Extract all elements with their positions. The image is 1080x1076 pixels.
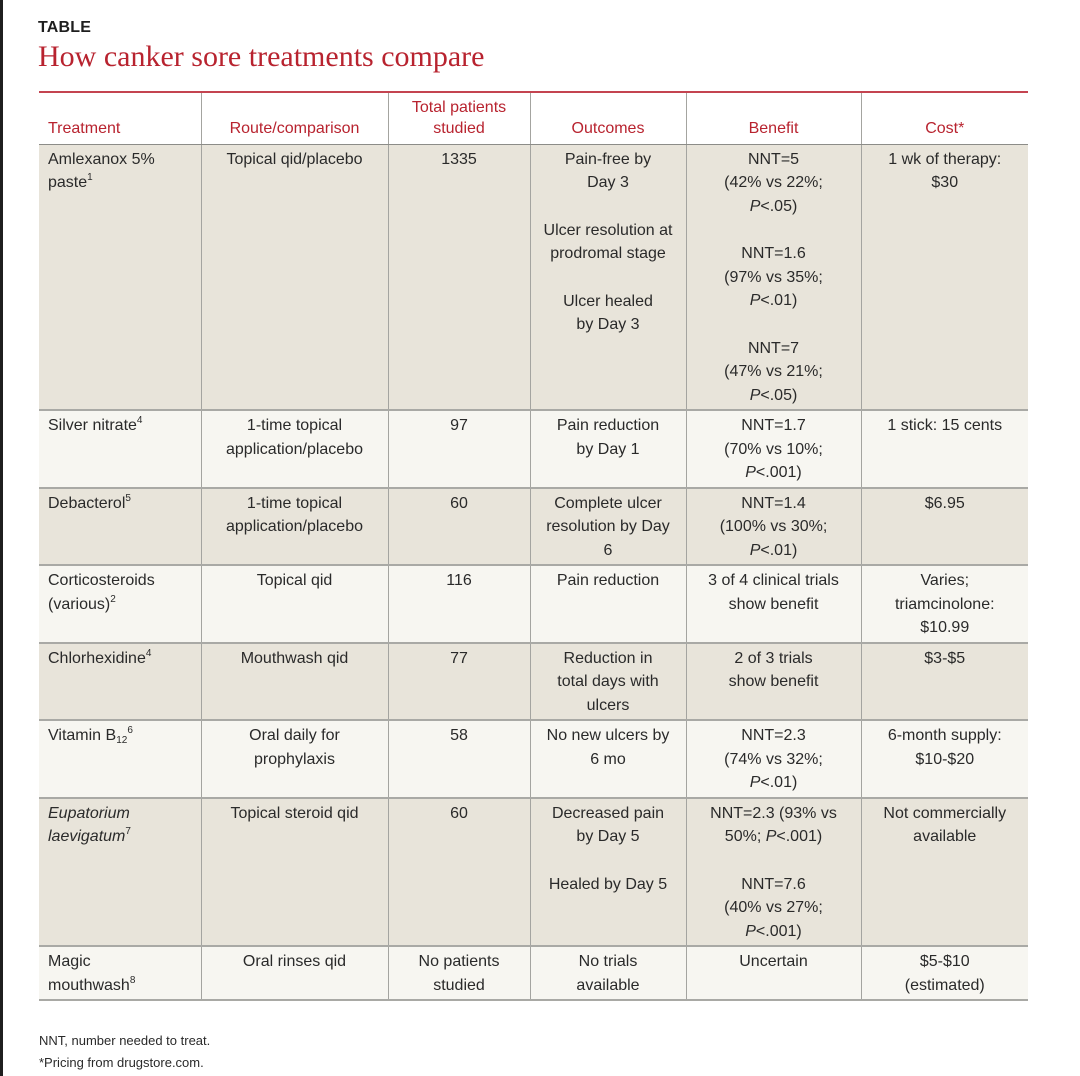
p-symbol: P xyxy=(749,197,761,215)
benefit-nnt: NNT=1.4 xyxy=(741,494,806,512)
treatment-name: Debacterol xyxy=(48,494,126,512)
footnote-pricing: *Pricing from drugstore.com. xyxy=(39,1055,204,1070)
table-row-eupatorium xyxy=(39,798,1028,947)
benefit-pvalue xyxy=(693,539,855,563)
benefit-pvalue xyxy=(693,920,855,944)
p-value: <.001) xyxy=(776,828,823,845)
patients-cell: 60 xyxy=(388,488,530,566)
benefit-detail: (97% vs 35%; xyxy=(724,268,823,286)
outcomes-cell: No new ulcers by 6 mo xyxy=(530,720,686,798)
benefit-detail: (100% vs 30%; xyxy=(719,518,828,535)
p-symbol: P xyxy=(745,464,756,481)
outcome-item: Ulcer resolution at prodromal stage xyxy=(543,221,673,262)
patients-cell: 58 xyxy=(388,720,530,798)
cost-cell: Not commercially available xyxy=(861,798,1028,947)
benefit-item xyxy=(693,242,855,313)
table-row-magic-mouthwash xyxy=(39,946,1028,1000)
treatment-cell xyxy=(39,946,201,1000)
benefit-cell xyxy=(686,410,861,488)
treatment-name: Vitamin B xyxy=(48,727,117,744)
reference-number: 6 xyxy=(127,725,133,736)
cost-cell: Varies; triamcinolone: $10.99 xyxy=(861,565,1028,643)
table-footnotes xyxy=(39,1030,210,1074)
benefit-cell xyxy=(686,488,861,566)
benefit-pvalue xyxy=(693,461,855,485)
treatment-name: Amlexanox 5% paste xyxy=(48,150,155,191)
reference-number: 4 xyxy=(136,415,143,426)
treatment-cell xyxy=(39,720,201,798)
treatment-comparison-table xyxy=(39,91,1028,1001)
outcomes-cell xyxy=(530,144,686,410)
benefit-cell xyxy=(686,798,861,947)
outcome-item: Ulcer healed by Day 3 xyxy=(563,292,653,333)
table-row-amlexanox xyxy=(39,144,1028,410)
reference-number: 1 xyxy=(87,172,93,183)
treatment-cell xyxy=(39,410,201,488)
outcome-item: Pain-free by Day 3 xyxy=(564,150,652,191)
p-symbol: P xyxy=(745,922,756,940)
cost-cell: 1 stick: 15 cents xyxy=(861,410,1028,488)
reference-number: 2 xyxy=(110,593,116,605)
p-symbol: P xyxy=(749,386,761,404)
patients-cell: 1335 xyxy=(388,144,530,410)
p-value: <.01) xyxy=(760,292,798,309)
benefit-nnt: NNT=1.7 xyxy=(741,417,806,434)
benefit-pvalue xyxy=(693,771,855,795)
route-cell: Mouthwash qid xyxy=(201,643,388,721)
benefit-cell: 3 of 4 clinical trials show benefit xyxy=(686,565,861,643)
table-label: TABLE xyxy=(38,19,92,36)
p-symbol: P xyxy=(749,541,761,559)
p-symbol: P xyxy=(749,774,761,791)
benefit-cell xyxy=(686,720,861,798)
outcomes-cell: Complete ulcer resolution by Day 6 xyxy=(530,488,686,566)
benefit-nnt: NNT=7 xyxy=(747,339,800,357)
benefit-item xyxy=(693,873,855,944)
patients-cell: 77 xyxy=(388,643,530,721)
benefit-cell xyxy=(686,144,861,410)
treatment-cell xyxy=(39,144,201,410)
reference-number: 7 xyxy=(125,826,131,837)
table-row-vitamin-b12 xyxy=(39,720,1028,798)
table-row-debacterol xyxy=(39,488,1028,566)
cost-cell: $5-$10 (estimated) xyxy=(861,946,1028,1000)
cost-cell: $6.95 xyxy=(861,488,1028,566)
benefit-item xyxy=(693,337,855,408)
benefit-cell: 2 of 3 trials show benefit xyxy=(686,643,861,721)
benefit-pvalue xyxy=(693,384,855,408)
table-title: How canker sore treatments compare xyxy=(38,40,485,73)
outcomes-cell: Reduction in total days with ulcers xyxy=(530,643,686,721)
benefit-pvalue xyxy=(693,289,855,313)
patients-cell: 97 xyxy=(388,410,530,488)
route-cell: Topical qid/placebo xyxy=(201,144,388,410)
benefit-nnt: NNT=2.3 xyxy=(741,727,806,744)
treatment-cell xyxy=(39,488,201,566)
p-value: <.05) xyxy=(760,197,798,215)
treatment-cell xyxy=(39,565,201,643)
treatment-name: Corticosteroids (various) xyxy=(48,572,155,613)
outcome-item: Decreased pain by Day 5 xyxy=(551,804,665,845)
treatment-name: Chlorhexidine xyxy=(48,649,146,667)
header-outcomes: Outcomes xyxy=(530,92,686,144)
header-treatment: Treatment xyxy=(39,92,201,144)
route-cell: 1-time topical application/placebo xyxy=(201,488,388,566)
treatment-name: Magic mouthwash xyxy=(48,953,130,994)
header-route: Route/comparison xyxy=(201,92,388,144)
benefit-detail: (47% vs 21%; xyxy=(724,363,823,380)
reference-number: 4 xyxy=(145,647,152,659)
header-patients xyxy=(388,92,530,144)
table-row-corticosteroids xyxy=(39,565,1028,643)
benefit-detail: (74% vs 32%; xyxy=(724,750,823,768)
outcomes-cell: No trials available xyxy=(530,946,686,1000)
p-value: <.001) xyxy=(755,922,802,940)
route-cell: Topical steroid qid xyxy=(201,798,388,947)
treatment-name: Silver nitrate xyxy=(48,417,137,434)
cost-cell: 1 wk of therapy: $30 xyxy=(861,144,1028,410)
cost-cell: $3-$5 xyxy=(861,643,1028,721)
outcome-item: Healed by Day 5 xyxy=(548,875,668,893)
treatment-cell xyxy=(39,643,201,721)
comparison-table-container xyxy=(39,91,1028,1001)
benefit-pvalue xyxy=(693,195,855,219)
benefit-text: NNT=2.3 (93% vs 50%; xyxy=(710,804,837,845)
reference-number: 5 xyxy=(125,492,131,504)
benefit-nnt: NNT=7.6 xyxy=(741,875,806,893)
p-value: <.01) xyxy=(760,774,798,791)
p-value: <.05) xyxy=(760,386,798,404)
route-cell: 1-time topical application/placebo xyxy=(201,410,388,488)
benefit-nnt: NNT=5 xyxy=(747,150,800,168)
header-patients-line1: Total patients xyxy=(411,98,507,116)
header-cost: Cost* xyxy=(861,92,1028,144)
page-edge-border xyxy=(0,0,3,1076)
outcomes-cell: Pain reduction by Day 1 xyxy=(530,410,686,488)
p-symbol: P xyxy=(765,828,777,845)
reference-number: 8 xyxy=(129,974,136,986)
table-row-chlorhexidine xyxy=(39,643,1028,721)
cost-cell: 6-month supply: $10-$20 xyxy=(861,720,1028,798)
p-symbol: P xyxy=(749,292,761,309)
benefit-nnt: NNT=1.6 xyxy=(741,245,806,262)
header-patients-line2: studied xyxy=(433,119,485,137)
benefit-detail: (42% vs 22%; xyxy=(724,174,823,191)
table-header-row xyxy=(39,92,1028,144)
patients-cell: No patients studied xyxy=(388,946,530,1000)
route-cell: Oral rinses qid xyxy=(201,946,388,1000)
p-value: <.001) xyxy=(755,464,802,481)
patients-cell: 116 xyxy=(388,565,530,643)
route-cell: Oral daily for prophylaxis xyxy=(201,720,388,798)
patients-cell: 60 xyxy=(388,798,530,947)
benefit-detail: (70% vs 10%; xyxy=(724,440,823,458)
header-benefit: Benefit xyxy=(686,92,861,144)
outcomes-cell: Pain reduction xyxy=(530,565,686,643)
table-row-silver-nitrate xyxy=(39,410,1028,488)
outcomes-cell xyxy=(530,798,686,947)
subscript-number: 12 xyxy=(116,735,128,746)
p-value: <.01) xyxy=(760,541,798,559)
treatment-name: Eupatorium laevigatum xyxy=(48,804,130,845)
benefit-cell: Uncertain xyxy=(686,946,861,1000)
footnote-nnt: NNT, number needed to treat. xyxy=(39,1033,211,1048)
benefit-item xyxy=(693,802,855,849)
treatment-cell xyxy=(39,798,201,947)
benefit-item xyxy=(693,148,855,219)
benefit-detail: (40% vs 27%; xyxy=(724,899,823,916)
route-cell: Topical qid xyxy=(201,565,388,643)
